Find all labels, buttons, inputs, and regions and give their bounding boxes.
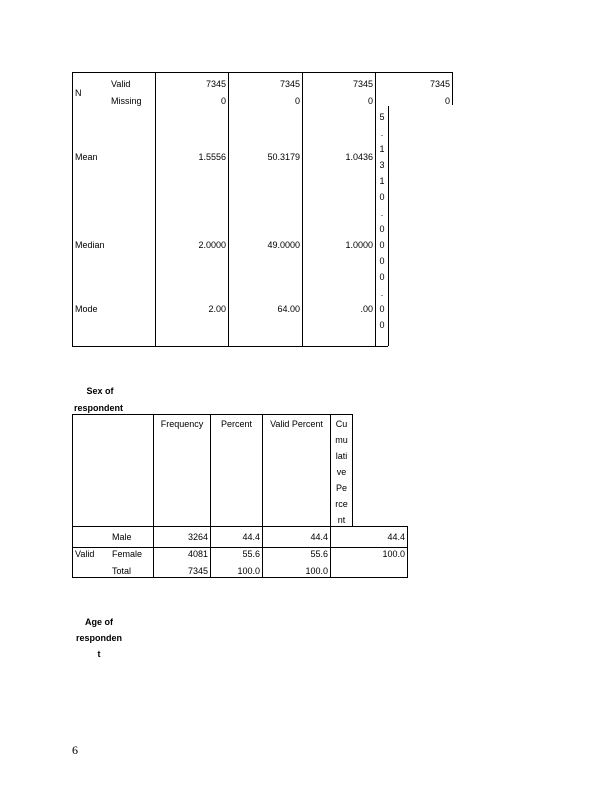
narrow-column-char: . — [380, 128, 384, 138]
row-label: Male — [112, 532, 132, 542]
age-title-line: t — [97, 649, 101, 659]
mode-label: Mode — [75, 304, 98, 314]
row-cumulative: 44.4 — [387, 532, 405, 542]
row-valid-percent: 55.6 — [310, 549, 328, 559]
sex-title-line: Sex of — [86, 386, 114, 396]
narrow-column-char: 5 — [379, 112, 385, 122]
median-value: 49.0000 — [267, 240, 300, 250]
header-cumulative-line: rce — [335, 499, 348, 509]
narrow-column-char: 0 — [379, 320, 385, 330]
mode-value: .00 — [360, 304, 373, 314]
header-cumulative-line: lati — [335, 451, 348, 461]
row-percent: 55.6 — [242, 549, 260, 559]
missing-value: 0 — [220, 96, 226, 106]
mean-value: 50.3179 — [267, 152, 300, 162]
header-valid-percent: Valid Percent — [270, 419, 323, 429]
row-valid-percent: 44.4 — [310, 532, 328, 542]
header-frequency: Frequency — [160, 419, 204, 429]
valid-value: 7345 — [279, 79, 300, 89]
age-title-line: responden — [75, 633, 122, 643]
header-cumulative-line: nt — [337, 515, 346, 525]
mode-value: 64.00 — [277, 304, 300, 314]
page-number: 6 — [72, 743, 78, 757]
narrow-column-char: 1 — [379, 176, 385, 186]
header-cumulative-line: ve — [336, 467, 347, 477]
row-frequency: 4081 — [187, 549, 208, 559]
header-cumulative-line: Pe — [335, 483, 347, 493]
header-percent: Percent — [220, 419, 253, 429]
narrow-column-char: 0 — [379, 272, 385, 282]
narrow-column-char: . — [380, 288, 384, 298]
mean-value: 1.0436 — [345, 152, 373, 162]
median-value: 2.0000 — [198, 240, 226, 250]
valid-label: Valid — [111, 79, 131, 89]
narrow-column-char: 0 — [379, 240, 385, 250]
median-label: Median — [75, 240, 105, 250]
narrow-column-char: 0 — [379, 224, 385, 234]
row-cumulative: 100.0 — [382, 549, 405, 559]
narrow-column-char: 3 — [379, 160, 385, 170]
row-frequency: 3264 — [187, 532, 208, 542]
narrow-column-char: 0 — [379, 256, 385, 266]
row-frequency: 7345 — [187, 566, 208, 576]
missing-value: 0 — [444, 96, 450, 106]
missing-label: Missing — [111, 96, 142, 106]
missing-value: 0 — [367, 96, 373, 106]
header-cumulative-line: Cu — [335, 419, 348, 429]
row-label: Female — [112, 549, 143, 559]
group-label-valid: Valid — [75, 549, 95, 559]
row-percent: 44.4 — [242, 532, 260, 542]
header-cumulative-line: mu — [335, 435, 348, 445]
row-percent: 100.0 — [237, 566, 260, 576]
mode-value: 2.00 — [208, 304, 226, 314]
sex-title-line: respondent — [74, 403, 124, 413]
valid-value: 7345 — [352, 79, 373, 89]
narrow-column-char: 0 — [379, 304, 385, 314]
row-label: Total — [112, 566, 132, 576]
mean-value: 1.5556 — [198, 152, 226, 162]
narrow-column-char: 1 — [379, 144, 385, 154]
narrow-column-char: . — [380, 208, 384, 218]
narrow-column-char: 0 — [379, 192, 385, 202]
missing-value: 0 — [294, 96, 300, 106]
mean-label: Mean — [75, 152, 98, 162]
valid-value: 7345 — [429, 79, 450, 89]
valid-value: 7345 — [205, 79, 226, 89]
n-label: N — [75, 88, 82, 98]
age-title-line: Age of — [85, 617, 113, 627]
row-valid-percent: 100.0 — [305, 566, 328, 576]
median-value: 1.0000 — [345, 240, 373, 250]
